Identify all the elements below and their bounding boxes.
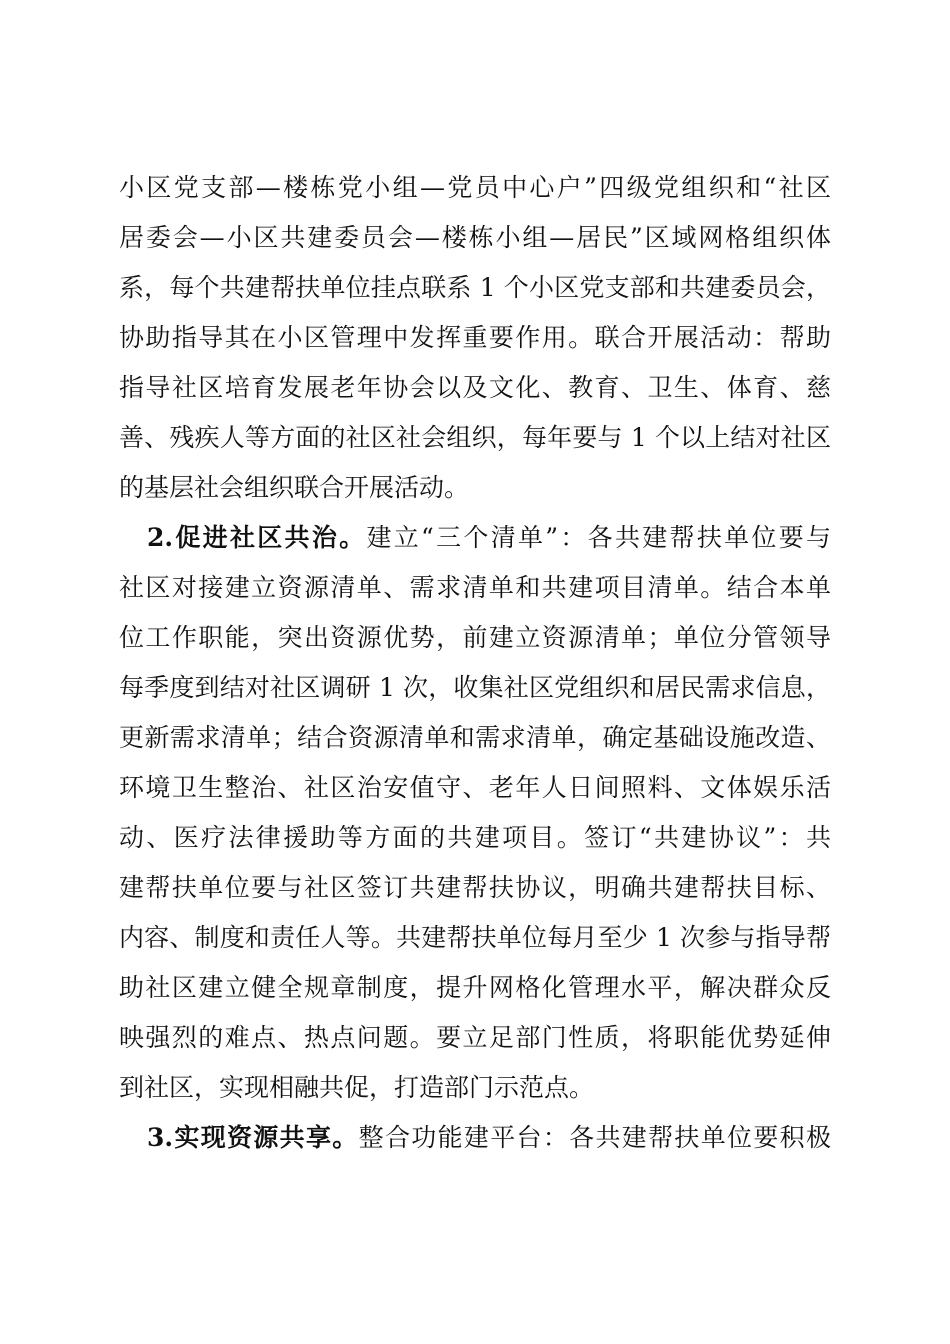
paragraph-line: 社区对接建立资源清单、需求清单和共建项目清单。结合本单 (119, 573, 831, 602)
paragraph-line: 居委会—小区共建委员会—楼栋小组—居民”区域网格组织体 (119, 223, 831, 252)
paragraph-line: 协助指导其在小区管理中发挥重要作用。联合开展活动：帮助 (119, 323, 831, 352)
paragraph-line: 助社区建立健全规章制度，提升网格化管理水平，解决群众反 (119, 973, 831, 1002)
paragraph-line: 位工作职能，突出资源优势，前建立资源清单；单位分管领导 (119, 623, 831, 652)
paragraph-line: 建帮扶单位要与社区签订共建帮扶协议，明确共建帮扶目标、 (119, 873, 831, 902)
paragraph-line: 每季度到结对社区调研 1 次，收集社区党组织和居民需求信息， (119, 673, 831, 702)
section-3-heading: 3.实现资源共享。 (147, 1123, 359, 1152)
paragraph-line: 善、残疾人等方面的社区社会组织，每年要与 1 个以上结对社区 (119, 423, 831, 452)
paragraph-line: 系，每个共建帮扶单位挂点联系 1 个小区党支部和共建委员会， (119, 273, 831, 302)
section-2-heading: 2.促进社区共治。 (147, 523, 367, 552)
paragraph-line: 映强烈的难点、热点问题。要立足部门性质，将职能优势延伸 (119, 1023, 831, 1052)
paragraph-line: 指导社区培育发展老年协会以及文化、教育、卫生、体育、慈 (119, 373, 831, 402)
paragraph-line: 环境卫生整治、社区治安值守、老年人日间照料、文体娱乐活 (119, 773, 831, 802)
section-3-first-line (147, 1118, 831, 1158)
paragraph-line: 更新需求清单；结合资源清单和需求清单，确定基础设施改造、 (119, 723, 831, 752)
paragraph-line: 动、医疗法律援助等方面的共建项目。签订“共建协议”：共 (119, 823, 831, 852)
paragraph-line: 内容、制度和责任人等。共建帮扶单位每月至少 1 次参与指导帮 (119, 923, 831, 952)
paragraph-line: 小区党支部—楼栋党小组—党员中心户”四级党组织和“社区 (119, 173, 831, 202)
section-2-first-line-text: 建立“三个清单”：各共建帮扶单位要与 (366, 523, 831, 552)
section-2-first-line (147, 518, 831, 558)
paragraph-line: 到社区，实现相融共促，打造部门示范点。 (119, 1073, 595, 1102)
section-3-first-line-text: 整合功能建平台：各共建帮扶单位要积极 (358, 1123, 831, 1152)
paragraph-line: 的基层社会组织联合开展活动。 (119, 473, 470, 502)
